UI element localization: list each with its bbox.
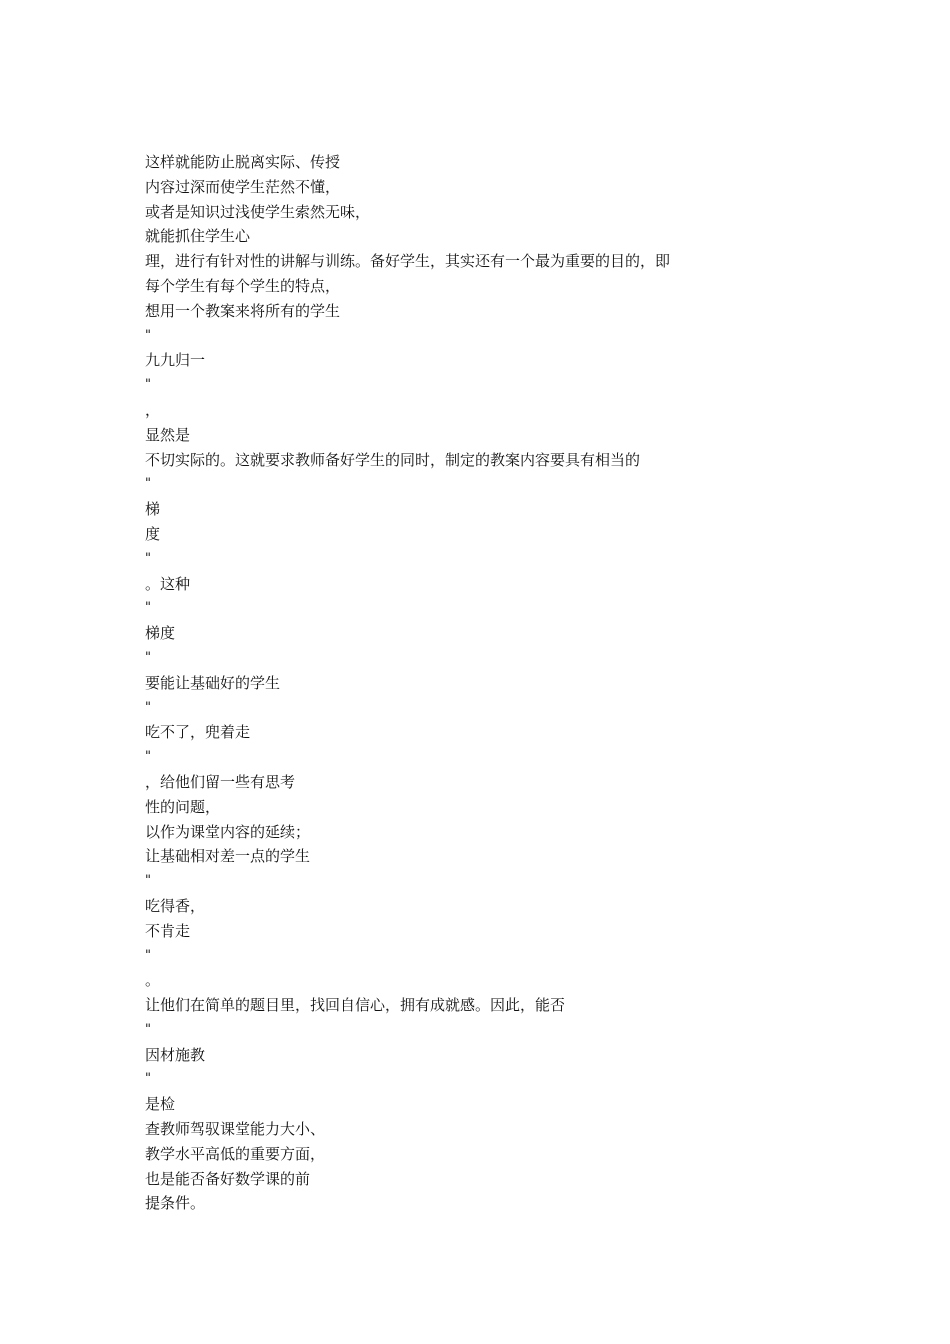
text-line: 内容过深而使学生茫然不懂， bbox=[145, 177, 341, 196]
quote-mark: " bbox=[145, 327, 151, 343]
text-line: 想用一个教案来将所有的学生 bbox=[145, 301, 341, 320]
quote-mark: " bbox=[145, 947, 151, 963]
text-line: 吃不了，兜着走 bbox=[145, 723, 251, 742]
text-line: 九九归一 bbox=[145, 351, 206, 370]
document-body bbox=[145, 150, 845, 1216]
text-line: 显然是 bbox=[145, 425, 191, 444]
text-line: 性的问题， bbox=[145, 797, 221, 816]
text-line: 或者是知识过浅使学生索然无味， bbox=[145, 202, 371, 221]
quote-mark: " bbox=[145, 749, 151, 765]
text-line: 教学水平高低的重要方面， bbox=[145, 1144, 326, 1163]
text-line: 提条件。 bbox=[145, 1194, 206, 1213]
text-line: 吃得香， bbox=[145, 896, 206, 915]
quote-mark: " bbox=[145, 699, 151, 715]
text-line: 度 bbox=[145, 524, 161, 543]
text-line: 这样就能防止脱离实际、传授 bbox=[145, 153, 341, 171]
text-line: 以作为课堂内容的延续； bbox=[145, 822, 311, 841]
quote-mark: " bbox=[145, 600, 151, 616]
quote-mark: " bbox=[145, 649, 151, 665]
text-line: 理，进行有针对性的讲解与训练。备好学生，其实还有一个最为重要的目的，即 bbox=[145, 252, 671, 271]
text-line: ， bbox=[145, 400, 161, 419]
text-line: ，给他们留一些有思考 bbox=[145, 772, 296, 791]
quote-mark: " bbox=[145, 377, 151, 393]
quote-mark: " bbox=[145, 1021, 151, 1037]
text-line: 要能让基础好的学生 bbox=[145, 673, 281, 692]
text-line: 梯 bbox=[145, 500, 161, 519]
text-line: 每个学生有每个学生的特点， bbox=[145, 276, 341, 295]
text-line: 。 bbox=[145, 971, 161, 990]
quote-mark: " bbox=[145, 1071, 151, 1087]
text-line: 让他们在简单的题目里，找回自信心，拥有成就感。因此，能否 bbox=[145, 996, 566, 1015]
quote-mark: " bbox=[145, 476, 151, 492]
quote-mark: " bbox=[145, 550, 151, 566]
text-line: 查教师驾驭课堂能力大小、 bbox=[145, 1120, 326, 1139]
text-line: 不肯走 bbox=[145, 921, 191, 940]
text-line: 就能抓住学生心 bbox=[145, 227, 251, 246]
text-line: 是检 bbox=[145, 1095, 176, 1114]
text-line: 因材施教 bbox=[145, 1045, 206, 1064]
text-line: 不切实际的。这就要求教师备好学生的同时，制定的教案内容要具有相当的 bbox=[145, 450, 641, 469]
text-line: 也是能否备好数学课的前 bbox=[145, 1169, 311, 1188]
quote-mark: " bbox=[145, 873, 151, 889]
text-line: 梯度 bbox=[145, 624, 176, 643]
text-line: 。这种 bbox=[145, 574, 191, 593]
text-line: 让基础相对差一点的学生 bbox=[145, 847, 311, 866]
